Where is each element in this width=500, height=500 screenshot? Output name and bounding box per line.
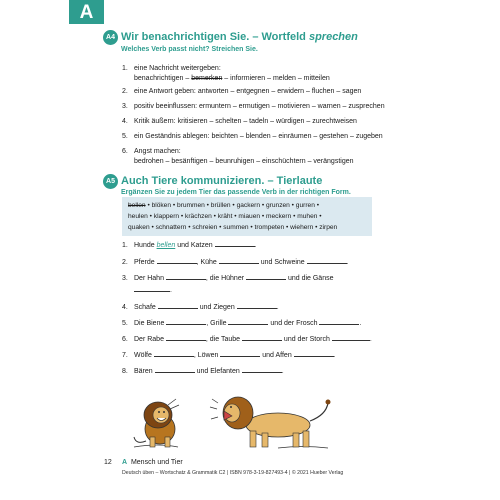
exercise-instruction: Ergänzen Sie zu jedem Tier das passende Verb in der richtigen Form. bbox=[121, 189, 351, 196]
page-number: 12 bbox=[104, 459, 112, 466]
answer-blank[interactable] bbox=[332, 333, 370, 341]
exercise-title: Wir benachrichtigen Sie. – Wortfeld sprechen bbox=[121, 31, 358, 43]
exercise-badge: A5 bbox=[103, 174, 118, 189]
chapter-tab: A bbox=[69, 0, 104, 24]
answer-blank[interactable] bbox=[307, 256, 347, 264]
lion-left bbox=[134, 399, 179, 447]
list-item: 6. Angst machen: bedrohen – besänftigen – beunruhigen – einschüchtern – verängstigen bbox=[122, 148, 354, 165]
exercise-title: Auch Tiere kommunizieren. – Tierlaute bbox=[121, 175, 323, 187]
answer-blank[interactable] bbox=[220, 349, 260, 357]
answer-blank[interactable] bbox=[246, 272, 286, 280]
imprint: Deutsch üben – Wortschatz & Grammatik C2 | ISBN 978-3-19-827493-4 | © 2021 Hueber Verlag bbox=[122, 470, 344, 476]
fill-item: 5. Die Biene , Grille und der Frosch . bbox=[122, 317, 361, 329]
answer-blank[interactable] bbox=[166, 333, 206, 341]
answer-blank[interactable] bbox=[166, 272, 206, 280]
fill-item: 3. Der Hahn , die Hühner und die Gänse . bbox=[122, 272, 333, 296]
answer-blank[interactable] bbox=[237, 301, 277, 309]
struck-word: bellen bbox=[128, 202, 146, 209]
answer-blank[interactable] bbox=[134, 284, 170, 292]
answer-blank[interactable] bbox=[319, 317, 359, 325]
fill-item: 4. Schafe und Ziegen . bbox=[122, 301, 279, 313]
answer-blank[interactable] bbox=[215, 239, 255, 247]
answer-blank[interactable] bbox=[154, 349, 194, 357]
answer-blank[interactable] bbox=[228, 317, 268, 325]
list-item: 5. ein Geständnis ablegen: beichten – blenden – einräumen – gestehen – zugeben bbox=[122, 133, 383, 140]
word-box: bellen • blöken • brummen • brüllen • gackern • grunzen • gurren • heulen • klappern • krächzen • kräht • miauen • meckern • muhen • quaken • schnattern • schreien • summen • trompeten • wiehern • zirpen bbox=[122, 197, 372, 236]
example-answer: bellen bbox=[156, 242, 176, 249]
lions-illustration bbox=[128, 385, 338, 455]
fill-item: 1. Hunde bellen und Katzen . bbox=[122, 239, 257, 251]
list-item: 1. eine Nachricht weitergeben: benachrichtigen – bemerken – informieren – melden – mitteilen bbox=[122, 65, 330, 82]
struck-word: bemerken bbox=[191, 75, 223, 82]
answer-blank[interactable] bbox=[242, 365, 282, 373]
answer-blank[interactable] bbox=[242, 333, 282, 341]
answer-blank[interactable] bbox=[166, 317, 206, 325]
list-item: 3. positiv beeinflussen: ermuntern – ermutigen – motivieren – warnen – zusprechen bbox=[122, 103, 385, 110]
fill-item: 2. Pferde , Kühe und Schweine . bbox=[122, 256, 349, 268]
chapter-label: A Mensch und Tier bbox=[122, 459, 183, 466]
exercise-instruction: Welches Verb passt nicht? Streichen Sie. bbox=[121, 46, 258, 53]
lion-right bbox=[210, 397, 331, 447]
answer-blank[interactable] bbox=[158, 301, 198, 309]
answer-blank[interactable] bbox=[219, 256, 259, 264]
fill-item: 7. Wölfe , Löwen und Affen . bbox=[122, 349, 336, 361]
answer-blank[interactable] bbox=[157, 256, 197, 264]
answer-blank[interactable] bbox=[294, 349, 334, 357]
fill-item: 6. Der Rabe , die Taube und der Storch . bbox=[122, 333, 372, 345]
list-item: 4. Kritik äußern: kritisieren – schelten – tadeln – würdigen – zurechtweisen bbox=[122, 118, 357, 125]
list-item: 2. eine Antwort geben: antworten – entgegnen – erwidern – fluchen – sagen bbox=[122, 88, 362, 95]
exercise-badge: A4 bbox=[103, 30, 118, 45]
answer-blank[interactable] bbox=[155, 365, 195, 373]
fill-item: 8. Bären und Elefanten . bbox=[122, 365, 284, 377]
